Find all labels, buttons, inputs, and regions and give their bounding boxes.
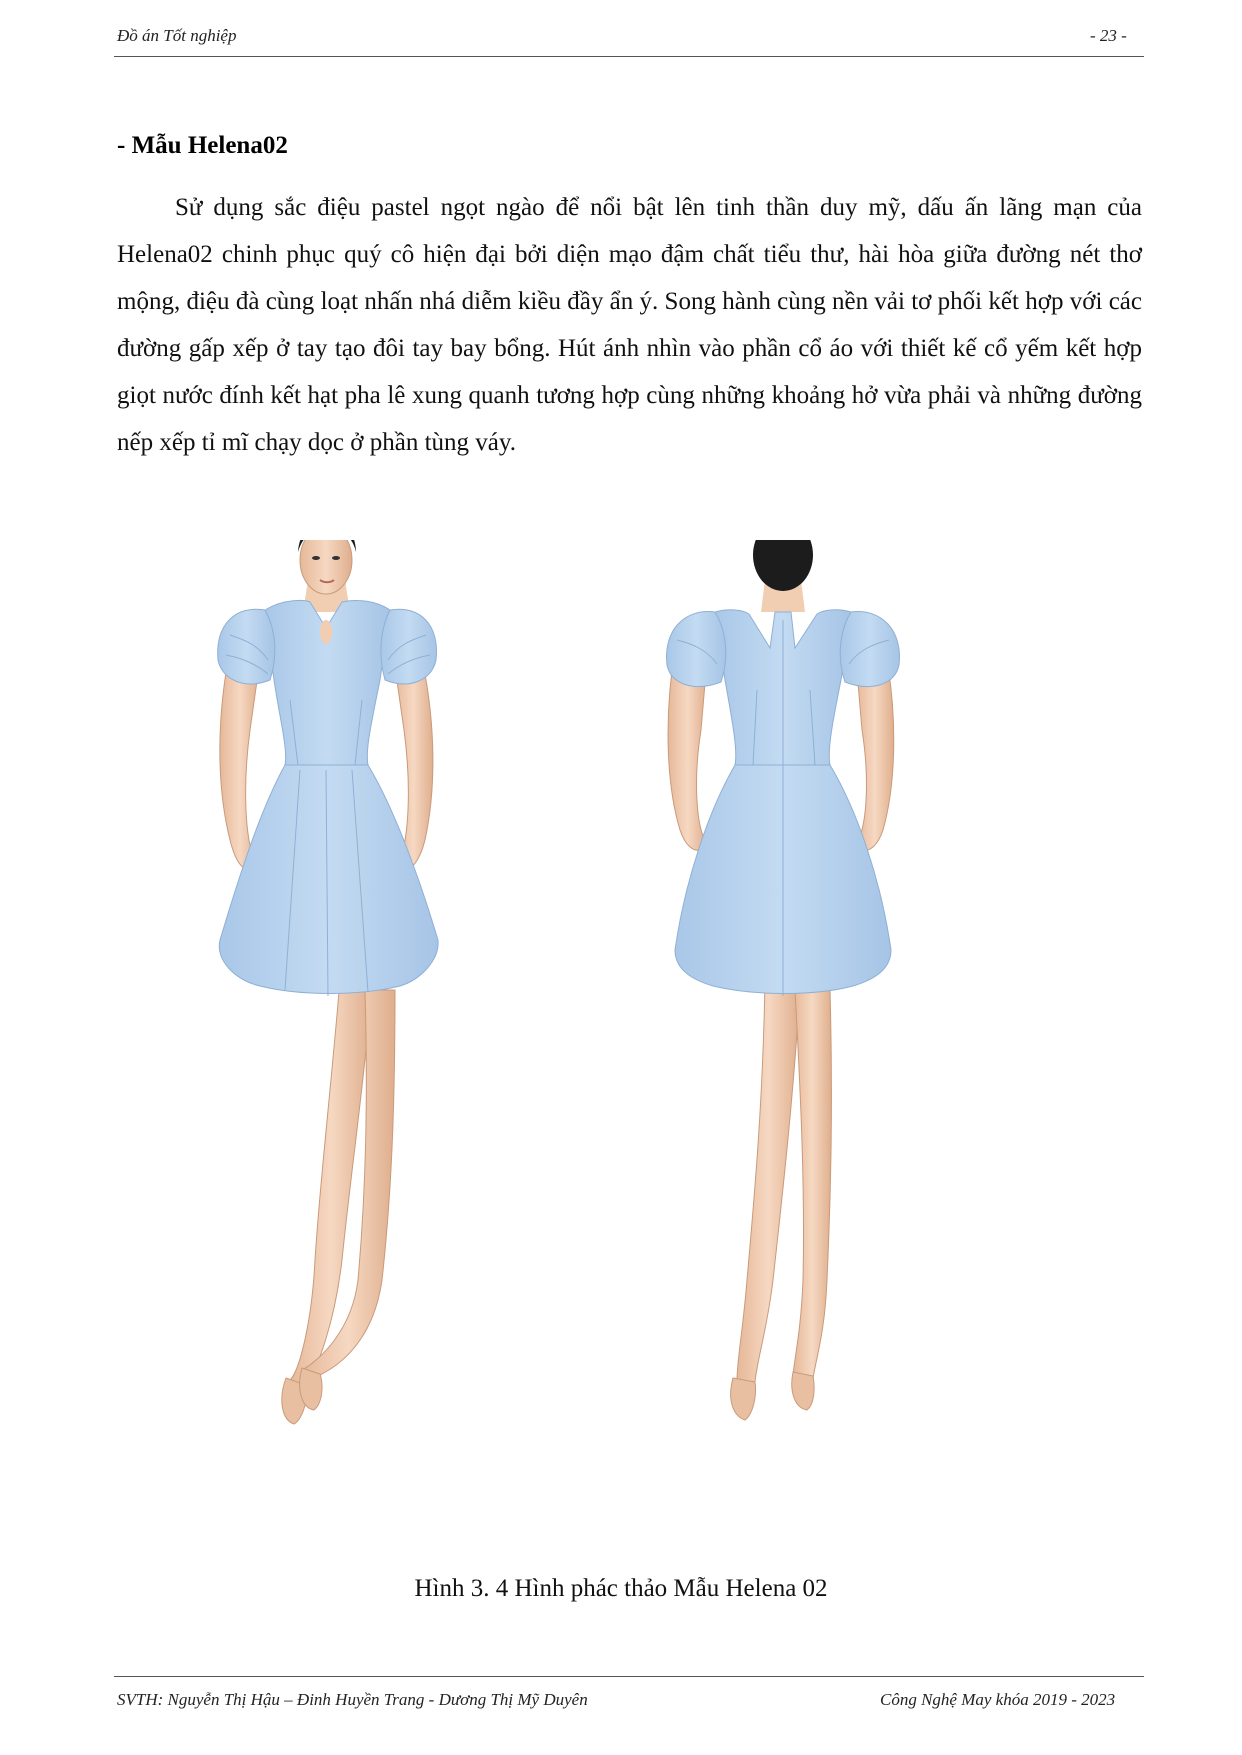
- footer-divider: [114, 1676, 1144, 1677]
- figure-caption: Hình 3. 4 Hình phác thảo Mẫu Helena 02: [414, 1575, 828, 1602]
- body-paragraph: Sử dụng sắc điệu pastel ngọt ngào để nổi bật lên tinh thần duy mỹ, dấu ấn lãng mạn của Helena02 chinh phục quý cô hiện đại bởi diện mạo đậm chất tiểu thư, hài hòa giữa đường nét thơ mộng, điệu đà cùng loạt nhấn nhá diễm kiều đầy ẩn ý. Song hành cùng nền vải tơ phối kết hợp với các đường gấp xếp ở tay tạo đôi tay bay bổng. Hút ánh nhìn vào phần cổ áo với thiết kế cổ yếm kết hợp giọt nước đính kết hạt pha lê xung quanh tương hợp cùng những khoảng hở vừa phải và những đường nếp xếp tỉ mĩ chạy dọc ở phần tùng váy.: [117, 194, 1142, 456]
- running-header-title: Đồ án Tốt nghiệp: [117, 26, 237, 45]
- header-divider: [114, 56, 1144, 57]
- fashion-sketch-illustration: [190, 540, 1030, 1540]
- section-heading: - Mẫu Helena02: [117, 132, 288, 159]
- page-number: - 23 -: [1090, 26, 1127, 45]
- fashion-sketch-figure: [190, 540, 1030, 1540]
- footer-course: Công Nghệ May khóa 2019 - 2023: [880, 1690, 1116, 1709]
- front-view-figure: [218, 540, 438, 1424]
- footer-authors: SVTH: Nguyễn Thị Hậu – Đinh Huyền Trang - Dương Thị Mỹ Duyên: [117, 1690, 588, 1709]
- back-view-figure: [667, 540, 900, 1420]
